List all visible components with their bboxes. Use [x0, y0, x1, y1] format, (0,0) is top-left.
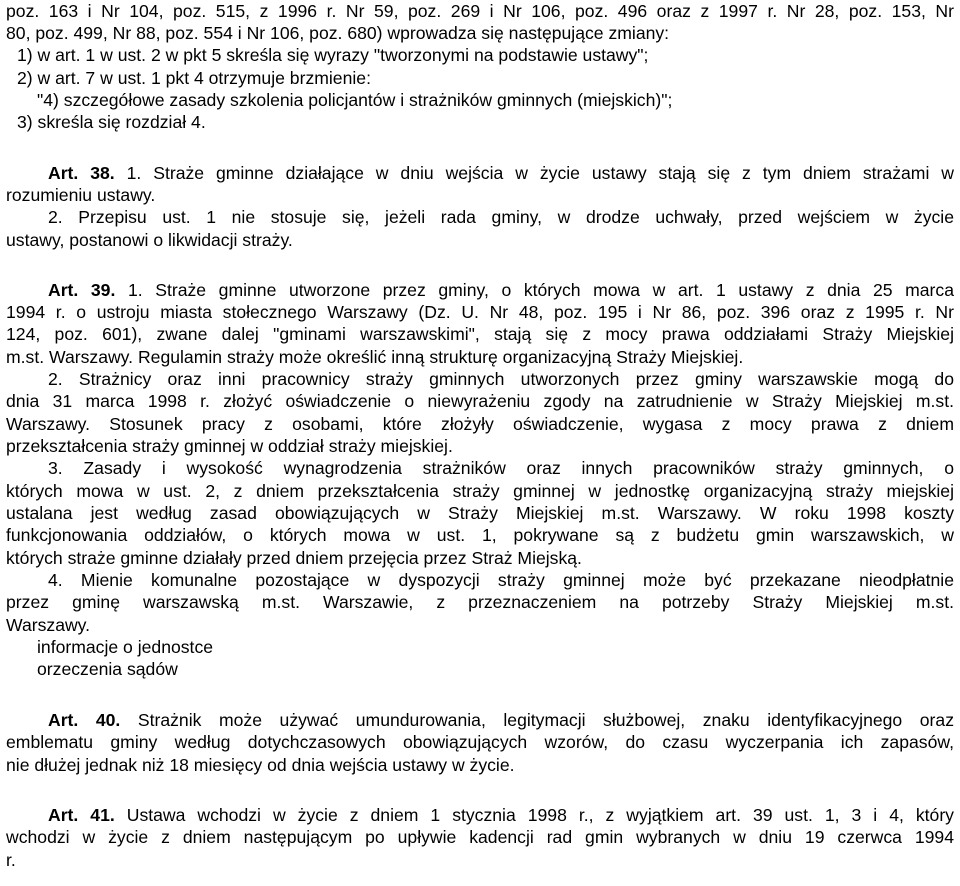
text-line: 1994 r. o ustroju miasta stołecznego Warszawy (Dz. U. Nr 48, poz. 195 i Nr 86, poz. 396 oraz z 1995 r. Nr — [6, 302, 954, 322]
text-line: funkcjonowania oddziałów, o których mowa w ust. 1, pokrywane są z budżetu gmin warszawskich, w — [6, 525, 954, 545]
article-heading: Art. 40. — [48, 710, 121, 730]
text-line: dnia 31 marca 1998 r. złożyć oświadczenie o niewyrażeniu zgody na zatrudnienie w Straży Miejskiej m.st. — [6, 391, 954, 411]
text-line: ustalana jest według zasad obowiązujących w Straży Miejskiej m.st. Warszawy. W roku 1998 koszty — [6, 503, 954, 523]
article-39-paragraph-1: Art. 39. 1. Straże gminne utworzone przez gminy, o których mowa w art. 1 ustawy z dnia 25 marca — [48, 280, 954, 300]
text-line: 80, poz. 499, Nr 88, poz. 554 i Nr 106, poz. 680) wprowadza się następujące zmiany: — [6, 23, 670, 43]
text-line: których straże gminne działały przed dniem przejęcia przez Straż Miejską. — [6, 548, 582, 568]
text-line: rozumieniu ustawy. — [6, 185, 156, 205]
article-38-paragraph-1: Art. 38. 1. Straże gminne działające w dniu wejścia w życie ustawy stają się z tym dniem strażami w — [48, 163, 954, 183]
list-item: 2) w art. 7 w ust. 1 pkt 4 otrzymuje brzmienie: — [17, 68, 371, 88]
list-item: 1) w art. 1 w ust. 2 w pkt 5 skreśla się wyrazy "tworzonymi na podstawie ustawy"; — [17, 45, 649, 65]
text-line: 124, poz. 601), zwane dalej "gminami warszawskimi", stają się z mocy prawa oddziałami Straży Miejskiej — [6, 324, 954, 344]
article-heading: Art. 41. — [48, 805, 115, 825]
text-line: wchodzi w życie z dniem następującym po upływie kadencji rad gmin wybranych w dniu 19 czerwca 1994 — [6, 827, 954, 847]
text-line: Warszawy. — [6, 615, 91, 635]
article-40: Art. 40. Strażnik może używać umundurowania, legitymacji służbowej, znaku identyfikacyjnego oraz — [48, 710, 954, 730]
text-line: Warszawy. Stosunek pracy z osobami, które złożyły oświadczenie, wygasa z mocy prawa z dniem — [6, 414, 954, 434]
text-line: nie dłużej jednak niż 18 miesięcy od dnia wejścia ustawy w życie. — [6, 755, 515, 775]
text-line: przez gminę warszawską m.st. Warszawie, z przeznaczeniem na potrzeby Straży Miejskiej m.st. — [6, 592, 954, 612]
text-line: ustawy, postanowi o likwidacji straży. — [6, 230, 293, 250]
text-line: poz. 163 i Nr 104, poz. 515, z 1996 r. Nr 59, poz. 269 i Nr 106, poz. 496 oraz z 1997 r. Nr 28, poz. 153, Nr — [6, 1, 954, 21]
article-41: Art. 41. Ustawa wchodzi w życie z dniem 1 stycznia 1998 r., z wyjątkiem art. 39 ust. 1, 3 i 4, który — [48, 805, 954, 825]
list-item: 3) skreśla się rozdział 4. — [17, 112, 206, 132]
text-line: 4. Mienie komunalne pozostające w dyspozycji straży gminnej może być przekazane nieodpłatnie — [48, 570, 954, 590]
court-rulings-link[interactable]: orzeczenia sądów — [37, 659, 178, 679]
text-line: m.st. Warszawy. Regulamin straży może określić inną strukturę organizacyjną Straży Miejskiej. — [6, 347, 744, 367]
text-line: przekształcenia straży gminnej w oddział straży miejskiej. — [6, 436, 453, 456]
info-link[interactable]: informacje o jednostce — [37, 637, 214, 657]
text-line: 2. Strażnicy oraz inni pracownicy straży gminnych utworzonych przez gminy warszawskie mogą do — [48, 369, 954, 389]
quoted-point: "4) szczegółowe zasady szkolenia policjantów i strażników gminnych (miejskich)"; — [37, 90, 673, 110]
article-heading: Art. 39. — [48, 280, 116, 300]
text-line: 3. Zasady i wysokość wynagrodzenia strażników oraz innych pracowników straży gminnych, o — [48, 458, 954, 478]
text-line: 2. Przepisu ust. 1 nie stosuje się, jeżeli rada gminy, w drodze uchwały, przed wejściem w życie — [48, 207, 954, 227]
text-line: których mowa w ust. 2, z dniem przekształcenia straży gminnej w jednostkę organizacyjną straży miejskiej — [6, 481, 954, 501]
text-line: r. — [6, 850, 16, 870]
article-heading: Art. 38. — [48, 163, 115, 183]
text-line: emblematu gminy według dotychczasowych obowiązujących wzorów, do czasu wyczerpania ich zapasów, — [6, 732, 954, 752]
